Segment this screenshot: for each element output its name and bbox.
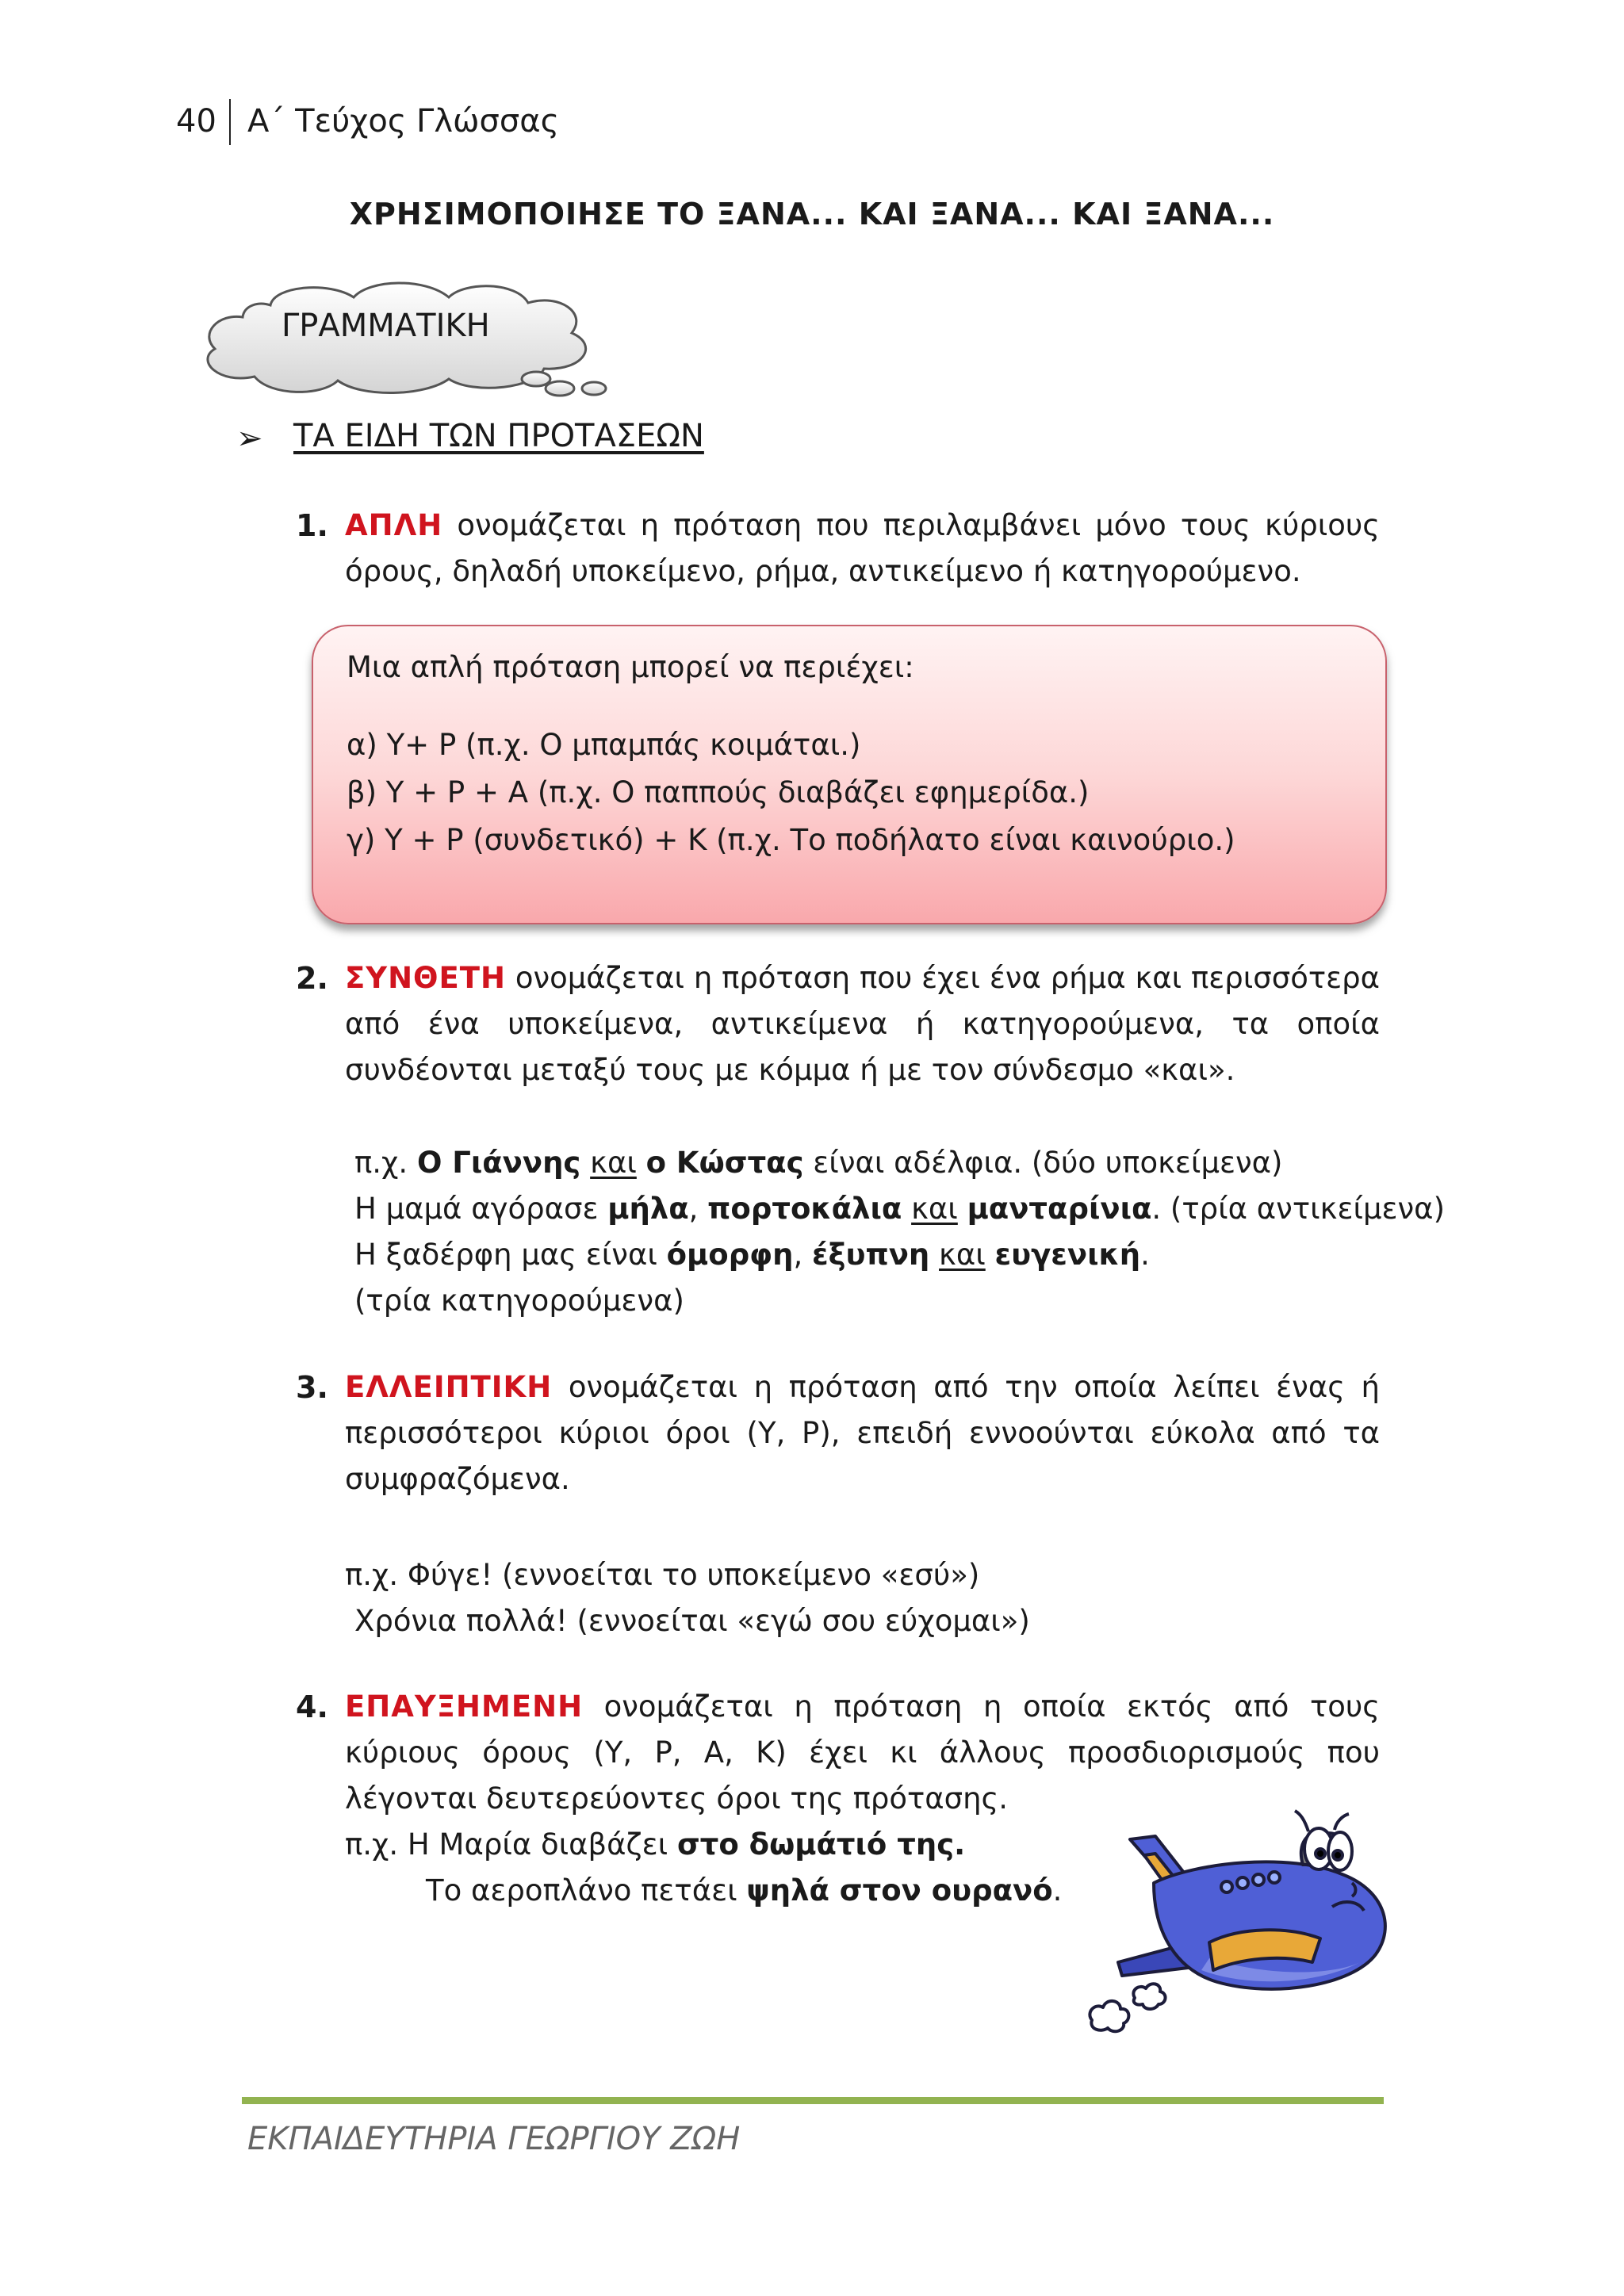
example-line: Η ξαδέρφη μας είναι όμορφη, έξυπνη και ευγενική. (354, 1238, 1150, 1272)
airplane-icon (1082, 1808, 1400, 2045)
item-number: 2. (296, 961, 328, 996)
example-line: π.χ. Ο Γιάννης και ο Κώστας είναι αδέλφια. (δύο υποκείμενα) (354, 1146, 1283, 1180)
example-line: Το αεροπλάνο πετάει ψηλά στον ουρανό. (426, 1873, 1063, 1908)
item-definition (345, 955, 1380, 1093)
item-keyword: ΕΛΛΕΙΠΤΙΚΗ (345, 1370, 553, 1404)
arrow-bullet-icon: ➢ (236, 420, 263, 457)
item-definition (345, 1684, 1380, 1822)
page-number: 40 (176, 103, 216, 140)
example-line: π.χ. Η Μαρία διαβάζει στο δωμάτιό της. (345, 1827, 966, 1862)
item-number: 3. (296, 1370, 328, 1405)
item-text: ονομάζεται η πρόταση η οποία εκτός από τους κύριους όρους (Υ, Ρ, Α, Κ) έχει κι άλλους προσδιορισμούς που λέγονται δευτερεύοντες όροι της πρότασης. (345, 1689, 1380, 1816)
item-keyword: ΕΠΑΥΞΗΜΕΝΗ (345, 1689, 584, 1724)
footer-divider (242, 2097, 1384, 2104)
item-definition (345, 503, 1380, 595)
section-heading: ΤΑ ΕΙΔΗ ΤΩΝ ΠΡΟΤΑΣΕΩΝ (293, 418, 704, 454)
item-definition (345, 1364, 1380, 1502)
simple-sentence-box (312, 625, 1387, 924)
example-line: (τρία κατηγορούμενα) (354, 1284, 684, 1318)
box-line: γ) Υ + Ρ (συνδετικό) + Κ (π.χ. Το ποδήλατο είναι καινούριο.) (347, 823, 1235, 857)
item-text: ονομάζεται η πρόταση που έχει ένα ρήμα και περισσότερα από ένα υποκείμενα, αντικείμενα ή κατηγορούμενα, τα οποία συνδέονται μεταξύ τους με κόμμα ή με τον σύνδεσμο «και». (345, 961, 1380, 1087)
box-line: α) Υ+ Ρ (π.χ. Ο μπαμπάς κοιμάται.) (347, 728, 861, 762)
footer-text: ΕΚΠΑΙΔΕΥΤΗΡΙΑ ΓΕΩΡΓΙΟΥ ΖΩΗ (247, 2121, 741, 2157)
example-line: Χρόνια πολλά! (εννοείται «εγώ σου εύχομαι») (354, 1604, 1030, 1638)
example-line: π.χ. Φύγε! (εννοείται το υποκείμενο «εσύ») (345, 1558, 980, 1592)
item-keyword: ΣΥΝΘΕΤΗ (345, 961, 506, 995)
example-line: Η μαμά αγόρασε μήλα, πορτοκάλια και μανταρίνια. (τρία αντικείμενα) (354, 1192, 1446, 1226)
item-text: ονομάζεται η πρόταση που περιλαμβάνει μόνο τους κύριους όρους, δηλαδή υποκείμενο, ρήμα, αντικείμενο ή κατηγορούμενο. (345, 508, 1380, 588)
item-number: 1. (296, 508, 328, 543)
item-keyword: ΑΠΛΗ (345, 508, 443, 542)
header-divider (229, 99, 231, 145)
item-number: 4. (296, 1689, 328, 1724)
cloud-label: ΓΡΑΜΜΑΤΙΚΗ (282, 308, 490, 344)
page-title: ΧΡΗΣΙΜΟΠΟΙΗΣΕ ΤΟ ΞΑΝΑ... ΚΑΙ ΞΑΝΑ... ΚΑΙ ΞΑΝΑ... (349, 197, 1275, 232)
box-intro: Μια απλή πρόταση μπορεί να περιέχει: (347, 650, 914, 684)
item-text: ονομάζεται η πρόταση από την οποία λείπει ένας ή περισσότεροι κύριοι όροι (Υ, Ρ), επειδή εννοούνται εύκολα από τα συμφραζόμενα. (345, 1370, 1380, 1496)
book-title: Α΄ Τεύχος Γλώσσας (247, 103, 560, 140)
box-line: β) Υ + Ρ + Α (π.χ. Ο παππούς διαβάζει εφημερίδα.) (347, 775, 1090, 809)
